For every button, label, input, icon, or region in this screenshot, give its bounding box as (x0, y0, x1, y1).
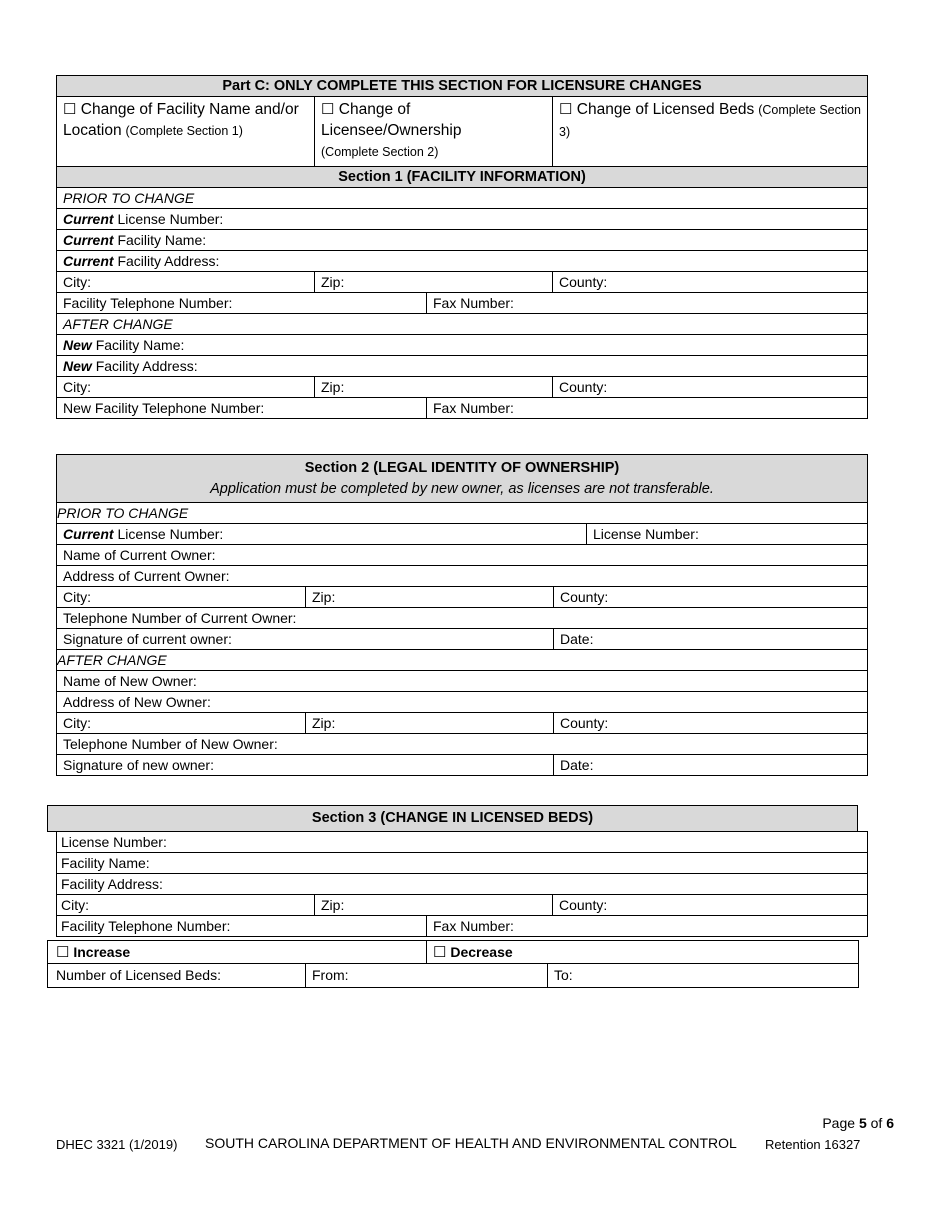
s2-prior-label: PRIOR TO CHANGE (57, 503, 868, 524)
s1-new-fax-field[interactable]: Fax Number: (427, 398, 868, 419)
page-number: Page 5 of 6 (822, 1115, 894, 1131)
s1-city-field[interactable]: City: (57, 272, 315, 293)
s1-prior-label: PRIOR TO CHANGE (57, 188, 868, 209)
beds-from-field[interactable]: From: (306, 964, 548, 988)
s3-facility-address-field[interactable]: Facility Address: (57, 874, 868, 895)
s1-current-license-field[interactable]: Current License Number: (57, 209, 868, 230)
s2-new-county-field[interactable]: County: (554, 713, 868, 734)
s3-facility-name-field[interactable]: Facility Name: (57, 853, 868, 874)
s2-after-label: AFTER CHANGE (57, 650, 868, 671)
s2-date-current-field[interactable]: Date: (554, 629, 868, 650)
s2-signature-current-owner-field[interactable]: Signature of current owner: (57, 629, 554, 650)
s2-name-new-owner-field[interactable]: Name of New Owner: (57, 671, 868, 692)
s1-new-facility-name-field[interactable]: New Facility Name: (57, 335, 868, 356)
retention-number: Retention 16327 (765, 1137, 861, 1152)
s2-name-current-owner-field[interactable]: Name of Current Owner: (57, 545, 868, 566)
s1-new-county-field[interactable]: County: (553, 377, 868, 398)
s2-city-field[interactable]: City: (57, 587, 306, 608)
checkbox-icon[interactable]: ☐ (433, 943, 447, 961)
section-2-block (56, 454, 868, 776)
section-3-title: Section 3 (CHANGE IN LICENSED BEDS) (48, 806, 858, 832)
section-2-title: Section 2 (LEGAL IDENTITY OF OWNERSHIP) (304, 459, 620, 476)
s2-new-city-field[interactable]: City: (57, 713, 306, 734)
s1-county-field[interactable]: County: (553, 272, 868, 293)
department-name: SOUTH CAROLINA DEPARTMENT OF HEALTH AND ENVIRONMENTAL CONTROL (205, 1135, 737, 1151)
section-2-header (57, 455, 868, 503)
option-change-licensee[interactable]: ☐ Change of Licensee/Ownership (Complete Section 2) (315, 97, 553, 167)
s3-license-number-field[interactable]: License Number: (57, 832, 868, 853)
part-c-block (56, 75, 868, 419)
form-id: DHEC 3321 (1/2019) (56, 1137, 178, 1152)
s2-address-current-owner-field[interactable]: Address of Current Owner: (57, 566, 868, 587)
s2-current-license-field[interactable]: Current License Number: (57, 524, 587, 545)
s2-license-number-field[interactable]: License Number: (587, 524, 868, 545)
s2-new-zip-field[interactable]: Zip: (306, 713, 554, 734)
s2-signature-new-owner-field[interactable]: Signature of new owner: (57, 755, 554, 776)
s2-date-new-field[interactable]: Date: (554, 755, 868, 776)
s1-current-facility-address-field[interactable]: Current Facility Address: (57, 251, 868, 272)
part-c-table (56, 75, 868, 419)
checkbox-icon[interactable]: ☐ (56, 943, 70, 961)
s3-zip-field[interactable]: Zip: (315, 895, 553, 916)
section-2-subtitle: Application must be completed by new owner, as licenses are not transferable. (210, 480, 714, 497)
s1-new-facility-address-field[interactable]: New Facility Address: (57, 356, 868, 377)
s1-new-phone-field[interactable]: New Facility Telephone Number: (57, 398, 427, 419)
s3-county-field[interactable]: County: (553, 895, 868, 916)
s1-new-city-field[interactable]: City: (57, 377, 315, 398)
s1-phone-field[interactable]: Facility Telephone Number: (57, 293, 427, 314)
increase-option[interactable]: ☐ Increase (48, 941, 427, 964)
checkbox-icon[interactable]: ☐ (321, 101, 335, 118)
s2-address-new-owner-field[interactable]: Address of New Owner: (57, 692, 868, 713)
option-change-facility-name[interactable]: ☐ Change of Facility Name and/or Location (Complete Section 1) (57, 97, 315, 167)
s1-fax-field[interactable]: Fax Number: (427, 293, 868, 314)
s1-current-facility-name-field[interactable]: Current Facility Name: (57, 230, 868, 251)
s1-after-label: AFTER CHANGE (57, 314, 868, 335)
s1-zip-field[interactable]: Zip: (315, 272, 553, 293)
section-1-title: Section 1 (FACILITY INFORMATION) (57, 167, 868, 188)
beds-to-field[interactable]: To: (548, 964, 859, 988)
s1-new-zip-field[interactable]: Zip: (315, 377, 553, 398)
s2-zip-field[interactable]: Zip: (306, 587, 554, 608)
section-3-beds-block (47, 940, 859, 988)
section-3-table (56, 831, 868, 937)
section-3-facility-block (56, 831, 868, 937)
part-c-title: Part C: ONLY COMPLETE THIS SECTION FOR LICENSURE CHANGES (57, 76, 868, 97)
section-2-table (56, 454, 868, 776)
s2-phone-current-owner-field[interactable]: Telephone Number of Current Owner: (57, 608, 868, 629)
s3-fax-field[interactable]: Fax Number: (427, 916, 868, 937)
s3-phone-field[interactable]: Facility Telephone Number: (57, 916, 427, 937)
checkbox-icon[interactable]: ☐ (63, 101, 77, 118)
s2-county-field[interactable]: County: (554, 587, 868, 608)
beds-table (47, 940, 859, 988)
licensed-beds-label: Number of Licensed Beds: (48, 964, 306, 988)
decrease-option[interactable]: ☐ Decrease (427, 941, 859, 964)
option-change-licensed-beds[interactable]: ☐ Change of Licensed Beds (Complete Section 3) (553, 97, 868, 167)
checkbox-icon[interactable]: ☐ (559, 101, 573, 118)
s2-phone-new-owner-field[interactable]: Telephone Number of New Owner: (57, 734, 868, 755)
section-3-header-block (47, 805, 858, 832)
s3-city-field[interactable]: City: (57, 895, 315, 916)
